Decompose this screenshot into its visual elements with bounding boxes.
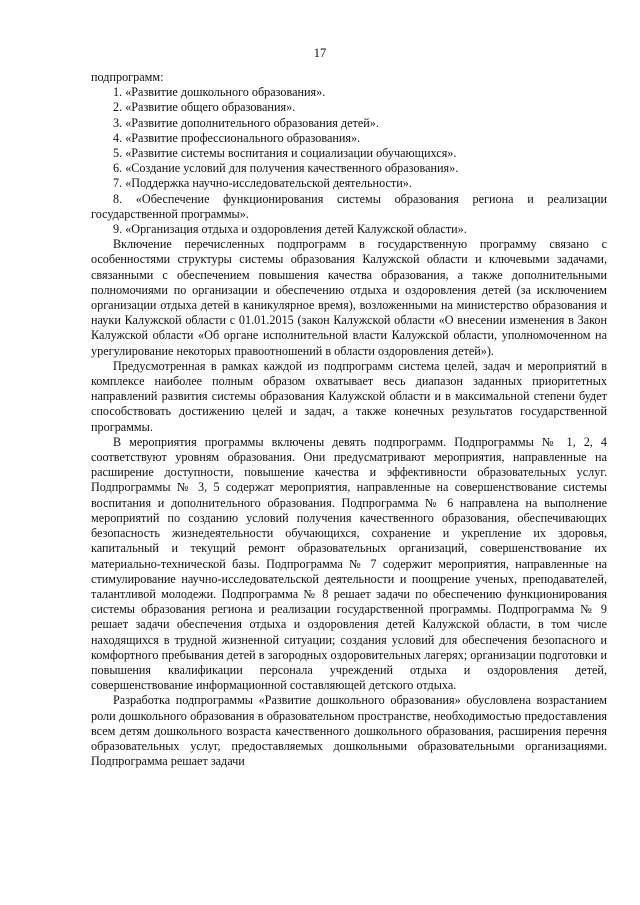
intro-line: подпрограмм: (91, 70, 164, 84)
list-item: 1. «Развитие дошкольного образования». (113, 85, 326, 100)
document-body (91, 70, 607, 769)
paragraph: Разработка подпрограммы «Развитие дошкольного образования» обусловлена возрастанием роли дошкольного образования в образовательном пространстве, необходимостью предоставления всем детям дошкольного возраста качественного дошкольного образования, расширения перечня образовательных услуг, предоставляемых дошкольными образовательными организациями. Подпрограмма решает задачи (91, 693, 607, 769)
list-item: 8. «Обеспечение функционирования системы образования региона и реализации государственной программы». (91, 191, 607, 221)
list-item: 2. «Развитие общего образования». (113, 100, 296, 115)
list-item: 4. «Развитие профессионального образования». (113, 130, 361, 145)
list-item: 3. «Развитие дополнительного образования детей». (113, 115, 379, 130)
paragraph: Предусмотренная в рамках каждой из подпрограмм система целей, задач и мероприятий в комплексе наиболее полным образом охватывает весь диапазон заданных приоритетных направлений развития системы образования Калужской области и в максимальной степени будет способствовать достижению целей и задач, а также конечных результатов государственной программы. (91, 358, 607, 434)
list-item: 7. «Поддержка научно-исследовательской деятельности». (113, 176, 412, 191)
paragraph: Включение перечисленных подпрограмм в государственную программу связано с особенностями структуры системы образования Калужской области и ключевыми задачами, связанными с обеспечением повышения качества образования, а также дополнительными полномочиями по организации и обеспечению отдыха и оздоровления детей (за исключением организации отдыха детей в каникулярное время), возложенными на министерство образования и науки Калужской области с 01.01.2015 (закон Калужской области «О внесении изменения в Закон Калужской области «Об органе исполнительной власти Калужской области, уполномоченном на урегулирование некоторых правоотношений в области оздоровления детей»). (91, 237, 607, 358)
subprogram-list (91, 85, 607, 237)
list-item: 5. «Развитие системы воспитания и социализации обучающихся». (113, 146, 457, 161)
list-item: 9. «Организация отдыха и оздоровления детей Калужской области». (113, 222, 467, 237)
paragraph: В мероприятия программы включены девять подпрограмм. Подпрограммы № 1, 2, 4 соответствуют уровням образования. Они предусматривают мероприятия, направленные на расширение доступности, повышение качества и эффективности образовательных услуг. Подпрограммы № 3, 5 содержат мероприятия, направленные на совершенствование системы воспитания и дополнительного образования. Подпрограмма № 6 направлена на выполнение мероприятий по созданию условий получения качественного образования, обеспечивающих безопасность жизнедеятельности обучающихся, сохранение и укрепление их здоровья, капитальный и текущий ремонт образовательных организаций, совершенствование их материально-технической базы. Подпрограмма № 7 содержит мероприятия, направленные на стимулирование научно-исследовательской деятельности и поощрение ученых, преподавателей, талантливой молодежи. Подпрограмма № 8 решает задачи по обеспечению функционирования системы образования региона и реализации государственной программы. Подпрограмма № 9 решает задачи обеспечения отдыха и оздоровления детей Калужской области, в том числе находящихся в трудной жизненной ситуации; создания условий для обеспечения безопасного и комфортного пребывания детей в загородных оздоровительных лагерях; организации подготовки и повышения квалификации персонала учреждений отдыха и оздоровления детей, совершенствование информационной составляющей детского отдыха. (91, 434, 607, 693)
list-item: 6. «Создание условий для получения качественного образования». (113, 161, 459, 176)
page-number: 17 (313, 46, 327, 60)
